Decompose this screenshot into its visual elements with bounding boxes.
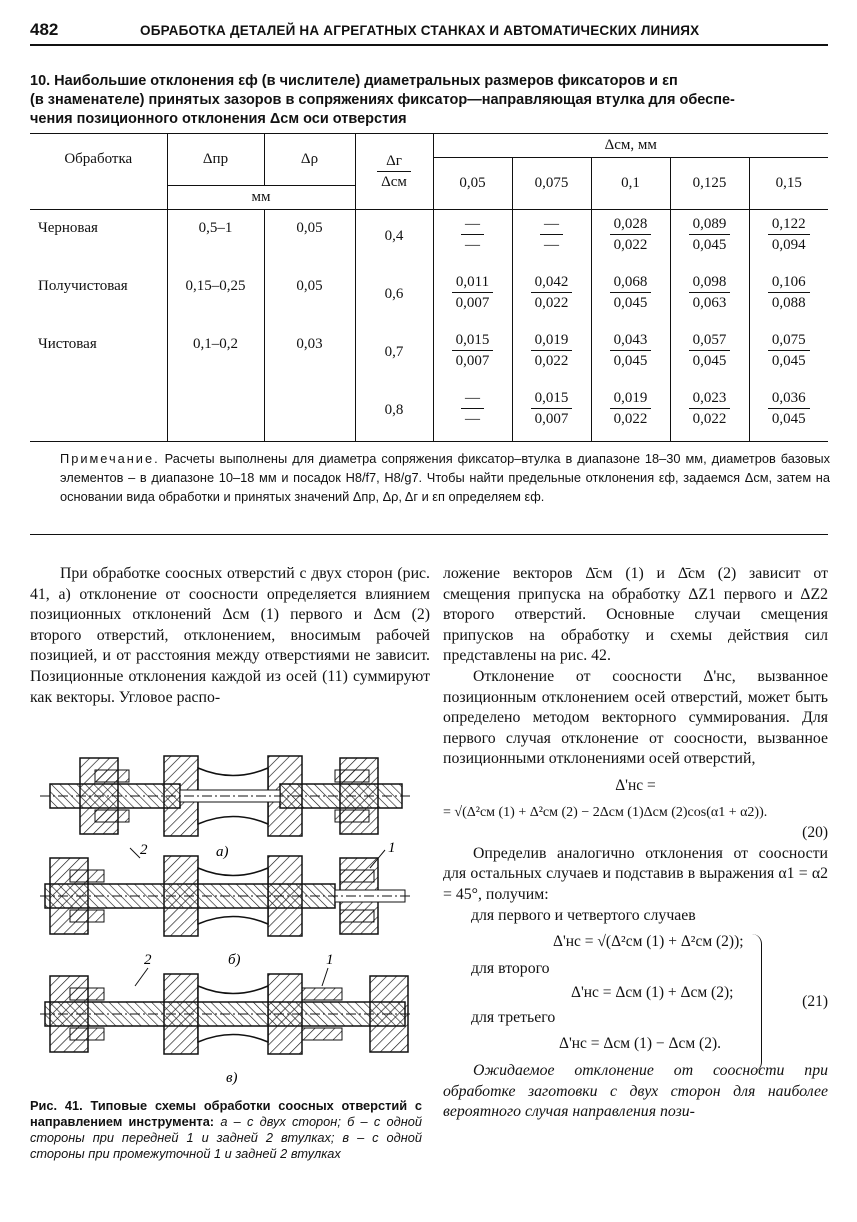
table-cell (670, 326, 749, 384)
formula-21-block (443, 906, 828, 1056)
row-ratio: 0,7 (355, 326, 433, 384)
cell-denominator: — (465, 237, 480, 253)
cell-numerator: 0,019 (610, 388, 652, 409)
row-name: Получистовая (30, 268, 167, 326)
table-cell (512, 326, 591, 384)
right-column (443, 564, 828, 1123)
cell-fraction (610, 272, 652, 313)
table-cell (433, 384, 512, 442)
cell-fraction (689, 214, 731, 255)
cell-numerator: 0,015 (531, 388, 573, 409)
page-number: 482 (30, 20, 59, 39)
cell-denominator: 0,063 (692, 294, 727, 311)
header-col-4: 0,15 (749, 158, 828, 210)
cell-numerator: 0,075 (768, 330, 810, 351)
table-caption-line-1: 10. Наибольшие отклонения εф (в числителе) диаметральных размеров фиксаторов и εп (30, 73, 678, 89)
table-cell (512, 384, 591, 442)
cell-numerator: 0,042 (531, 272, 573, 293)
table-note (60, 449, 830, 506)
formula-20-number: (20) (802, 824, 828, 842)
row-d-rho: 0,03 (264, 326, 355, 384)
table-caption-line-3: чения позиционного отклонения Δсм оси отверстия (30, 111, 407, 127)
table-cell (749, 384, 828, 442)
table-row (30, 326, 828, 384)
cell-numerator: 0,043 (610, 330, 652, 351)
figure-41 (40, 748, 412, 1092)
label-b: б) (228, 952, 241, 968)
cell-numerator: 0,028 (610, 214, 652, 235)
figure-caption (30, 1098, 422, 1162)
row-d-pr: 0,1–0,2 (167, 326, 264, 384)
table-cell (749, 268, 828, 326)
label-1-v: 1 (326, 952, 334, 968)
row-name (30, 384, 167, 442)
left-paragraph: При обработке соосных отверстий с двух сторон (рис. 41, а) отклонение от соосности определяется влиянием позиционных отклонений Δсм (1) первого и Δсм (2) второго отверстий, отклонением, вносимым рабочей позицией, и от расстояния между отверстиями не зависит. Позиционные отклонения каждой из осей (11) суммируют как векторы. Угловое распо- (30, 565, 430, 706)
cell-numerator: 0,023 (689, 388, 731, 409)
cell-fraction (689, 330, 731, 371)
row-d-pr (167, 384, 264, 442)
case-2-label: для второго (471, 959, 550, 977)
table-cell (433, 268, 512, 326)
cell-denominator: 0,007 (455, 294, 490, 311)
table-cell (591, 210, 670, 268)
cell-numerator: 0,011 (452, 272, 494, 293)
cell-fraction (610, 330, 652, 371)
label-2-b: 2 (140, 842, 148, 858)
cell-fraction (461, 388, 484, 429)
figure-caption-text: а – с двух сторон; б – с одной стороны при передней 1 и задней 2 втулках; в – с одной стороны при промежуточной 1 и задней 2 втулках (30, 1114, 423, 1161)
case-3-label: для третьего (471, 1008, 556, 1026)
table-caption-line-2: (в знаменателе) принятых зазоров в сопряжениях фиксатор—направляющая втулка для обеспе- (30, 92, 735, 108)
header-d-pr: Δпр (167, 134, 264, 186)
cell-denominator: 0,045 (771, 410, 806, 427)
cell-numerator: 0,089 (689, 214, 731, 235)
cell-numerator: — (461, 388, 484, 409)
table-cell (433, 326, 512, 384)
row-d-rho (264, 384, 355, 442)
label-a: а) (216, 844, 229, 860)
row-d-rho: 0,05 (264, 268, 355, 326)
cell-numerator: — (540, 214, 563, 235)
cell-numerator: — (461, 214, 484, 235)
right-paragraph-4: Ожидаемое отклонение от соосности при обработке заготовки с двух сторон для наиболее вероятного случая направления пози- (443, 1062, 828, 1121)
header-rule (30, 44, 828, 46)
table-cell (670, 384, 749, 442)
header-processing: Обработка (30, 134, 167, 186)
header-col-0: 0,05 (433, 158, 512, 210)
header-unit: мм (167, 186, 355, 210)
running-head: ОБРАБОТКА ДЕТАЛЕЙ НА АГРЕГАТНЫХ СТАНКАХ И АВТОМАТИЧЕСКИХ ЛИНИЯХ (140, 23, 700, 38)
table-cell (749, 210, 828, 268)
note-rule (30, 534, 828, 535)
cell-denominator: 0,007 (455, 352, 490, 369)
label-2-v: 2 (144, 952, 152, 968)
table-cell (670, 268, 749, 326)
cell-denominator: 0,022 (534, 294, 569, 311)
formula-20-lhs: Δ'нс = (615, 776, 656, 794)
cell-denominator: 0,007 (534, 410, 569, 427)
header-col-3: 0,125 (670, 158, 749, 210)
row-d-pr: 0,5–1 (167, 210, 264, 268)
formula-20-rhs: = √(Δ²см (1) + Δ²см (2) − 2Δсм (1)Δсм (2)cos(α1 + α2)). (443, 804, 768, 820)
table-cell (591, 268, 670, 326)
figure-caption-title: Рис. 41. Типовые схемы обработки соосных отверстий с направлением инструмента: (30, 1098, 422, 1129)
cell-denominator: 0,045 (692, 352, 727, 369)
table-cell (512, 268, 591, 326)
cell-denominator: 0,045 (613, 294, 648, 311)
cell-numerator: 0,036 (768, 388, 810, 409)
cell-fraction (531, 272, 573, 313)
row-d-rho: 0,05 (264, 210, 355, 268)
cell-numerator: 0,057 (689, 330, 731, 351)
cell-denominator: 0,022 (534, 352, 569, 369)
row-name: Черновая (30, 210, 167, 268)
table-row (30, 210, 828, 268)
cell-denominator: 0,022 (692, 410, 727, 427)
cell-numerator: 0,015 (452, 330, 494, 351)
right-paragraph-1: ложение векторов Δ̄см (1) и Δ̄см (2) зависит от смещения припуска на обработку ΔZ1 первого и ΔZ2 второго отверстий. Основные случаи смещения припусков на обработку и схемы действия сил представлены на рис. 42. (443, 565, 828, 665)
cell-numerator: 0,106 (768, 272, 810, 293)
scheme-a-drawing (40, 756, 412, 836)
cell-fraction (689, 388, 731, 429)
header-ratio (355, 134, 433, 210)
cell-fraction (689, 272, 731, 313)
cell-fraction (540, 214, 563, 255)
cell-denominator: 0,022 (613, 237, 648, 253)
cell-numerator: 0,098 (689, 272, 731, 293)
cell-fraction (531, 330, 573, 371)
cell-numerator: 0,068 (610, 272, 652, 293)
cell-denominator: 0,045 (692, 237, 727, 253)
note-label: Примечание. (60, 451, 160, 466)
header-d-sm: Δсм, мм (433, 134, 828, 158)
cell-fraction (768, 272, 810, 313)
table-cell (433, 210, 512, 268)
cell-denominator: — (465, 410, 480, 427)
scheme-v-drawing (40, 968, 412, 1054)
cell-fraction (452, 272, 494, 313)
header-col-2: 0,1 (591, 158, 670, 210)
right-paragraph-2: Отклонение от соосности Δ'нс, вызванное позиционным отклонением осей отверстий, может быть определено методом векторного суммирования. Для первого случая отклонение от соосности, вызванное позиционными отклонениями осей отверстий, (443, 667, 828, 768)
label-1-b: 1 (388, 840, 396, 856)
row-name: Чистовая (30, 326, 167, 384)
row-ratio: 0,8 (355, 384, 433, 442)
cell-fraction (768, 388, 810, 429)
cell-fraction (768, 330, 810, 371)
table-cell (670, 210, 749, 268)
formula-21a: Δ'нс = √(Δ²см (1) + Δ²см (2)); (553, 933, 744, 951)
table-cell (591, 326, 670, 384)
cell-denominator: 0,022 (613, 410, 648, 427)
cell-fraction (768, 214, 810, 255)
formula-21c: Δ'нс = Δсм (1) − Δсм (2). (559, 1035, 722, 1053)
cell-denominator: 0,045 (613, 352, 648, 369)
label-v: в) (226, 1070, 238, 1086)
cell-numerator: 0,019 (531, 330, 573, 351)
cell-fraction (610, 214, 652, 255)
cell-fraction (452, 330, 494, 371)
formula-21-number: (21) (802, 992, 828, 1010)
table-cell (749, 326, 828, 384)
cell-denominator: 0,094 (771, 237, 806, 253)
scheme-b-drawing (40, 848, 412, 936)
table-caption (30, 72, 830, 129)
cell-denominator: 0,045 (771, 352, 806, 369)
case-1-label: для первого и четвертого случаев (471, 906, 696, 924)
cell-numerator: 0,122 (768, 214, 810, 235)
header-ratio-num: Δг (377, 151, 411, 172)
cell-fraction (531, 388, 573, 429)
deviation-table (30, 133, 828, 442)
cell-fraction (461, 214, 484, 255)
cell-fraction (610, 388, 652, 429)
row-ratio: 0,6 (355, 268, 433, 326)
table-row (30, 268, 828, 326)
table-cell (512, 210, 591, 268)
formula-21b: Δ'нс = Δсм (1) + Δсм (2); (571, 984, 734, 1002)
header-col-1: 0,075 (512, 158, 591, 210)
formula-21-brace (751, 934, 762, 1072)
cell-denominator: 0,088 (771, 294, 806, 311)
table-cell (591, 384, 670, 442)
header-d-rho: Δρ (264, 134, 355, 186)
note-text: Расчеты выполнены для диаметра сопряжения фиксатор–втулка в диапазоне 18–30 мм, диаметров базовых элементов – в диапазоне 10–18 мм и посадок H8/f7, H8/g7. Чтобы найти предельные отклонения εф, задаемся Δсм, затем на основании вида обработки и принятых значений Δпр, Δρ, Δг и εп определяем εф. (60, 451, 830, 504)
header-ratio-den: Δсм (381, 174, 407, 190)
table-row (30, 384, 828, 442)
cell-denominator: — (544, 237, 559, 253)
row-ratio: 0,4 (355, 210, 433, 268)
row-d-pr: 0,15–0,25 (167, 268, 264, 326)
right-paragraph-3: Определив аналогично отклонения от соосности для остальных случаев и подставив в выражения α1 = α2 = 45°, получим: (443, 844, 828, 903)
